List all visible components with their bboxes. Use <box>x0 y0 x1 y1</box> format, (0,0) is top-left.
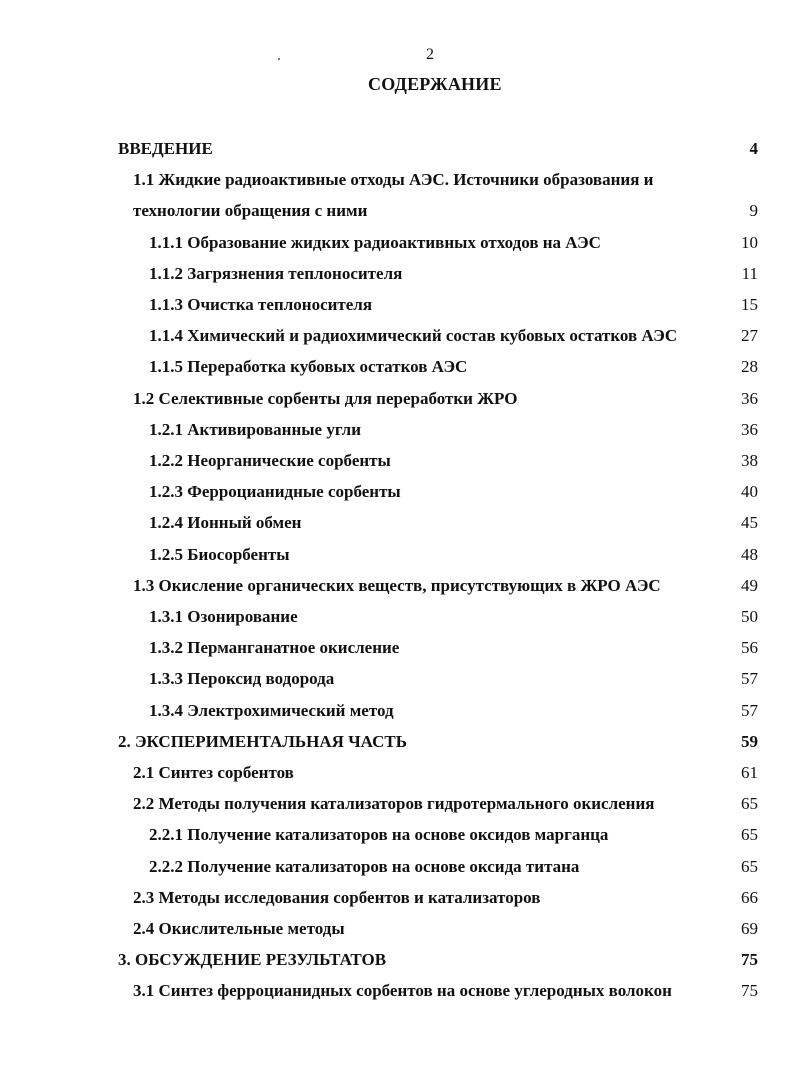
toc-entry <box>0 543 794 567</box>
toc-entry <box>0 168 794 192</box>
toc-entry <box>0 855 794 879</box>
toc-entry <box>0 480 794 504</box>
toc-entry <box>0 605 794 629</box>
toc-entry-title: 1.1.4 Химический и радиохимический состав кубовых остатков АЭС <box>149 326 678 346</box>
toc-entry-title: 1.3.1 Озонирование <box>149 607 298 626</box>
toc-entry-page: 38 <box>741 451 758 470</box>
toc-entry-page: 59 <box>741 731 758 751</box>
toc-entry-title: 1.1.5 Переработка кубовых остатков АЭС <box>149 357 468 377</box>
toc-entry <box>0 449 794 473</box>
toc-entry <box>0 511 794 535</box>
toc-entry-title: 1.1.1 Образование жидких радиоактивных отходов на АЭС <box>149 232 601 252</box>
toc-entry-title: 3. ОБСУЖДЕНИЕ РЕЗУЛЬТАТОВ <box>118 950 387 970</box>
toc-entry <box>0 636 794 660</box>
toc-entry-page: 66 <box>741 887 758 907</box>
toc-entry-title: 1.2 Селективные сорбенты для переработки ЖРО <box>133 388 518 408</box>
toc-entry-title: 2.2.2 Получение катализаторов на основе оксида титана <box>149 856 580 876</box>
toc-entry-page: 57 <box>741 700 758 720</box>
toc-entry-title: 1.2.5 Биосорбенты <box>149 544 290 564</box>
toc-entry <box>0 262 794 286</box>
toc-entry <box>0 199 794 223</box>
toc-entry-page: 27 <box>741 326 758 346</box>
toc-entry <box>0 886 794 910</box>
toc-entry-page: 75 <box>741 950 758 970</box>
toc-entry-title: 2.2 Методы получения катализаторов гидротермального окисления <box>133 794 655 814</box>
toc-entry-title: 1.2.4 Ионный обмен <box>149 513 302 533</box>
toc-entry-page: 75 <box>741 981 758 1001</box>
toc-entry-page: 61 <box>741 763 758 782</box>
toc-entry-page: 69 <box>741 919 758 938</box>
toc-entry <box>0 730 794 754</box>
toc-entry <box>0 699 794 723</box>
toc-entry-page: 49 <box>741 575 758 595</box>
toc-entry <box>0 574 794 598</box>
toc-entry-title: 1.3.4 Электрохимический метод <box>149 700 394 720</box>
toc-entry-page: 9 <box>749 201 758 221</box>
toc-entry-page: 65 <box>741 794 758 814</box>
toc-entry <box>0 137 794 161</box>
toc-entry-page: 50 <box>741 607 758 626</box>
toc-entry <box>0 979 794 1003</box>
toc-entry-title: 2.3 Методы исследования сорбентов и катализаторов <box>133 887 541 907</box>
toc-entry-page: 65 <box>741 856 758 876</box>
toc-entry <box>0 418 794 442</box>
toc-entry-page: 40 <box>741 482 758 502</box>
toc-entry-page: 57 <box>741 669 758 689</box>
toc-entry-page: 36 <box>741 388 758 408</box>
toc-entry-title: ВВЕДЕНИЕ <box>118 139 213 158</box>
toc-entry-page: 4 <box>749 139 758 158</box>
toc-entry-page: 28 <box>741 357 758 377</box>
toc-entry <box>0 355 794 379</box>
toc-entry-title: 2.4 Окислительные методы <box>133 919 345 938</box>
toc-entry <box>0 387 794 411</box>
toc-entry-title: 1.3 Окисление органических веществ, присутствующих в ЖРО АЭС <box>133 575 661 595</box>
toc-entry-page: 56 <box>741 638 758 658</box>
toc-entry-title: 1.3.2 Перманганатное окисление <box>149 638 400 658</box>
toc-entry-title: 2.1 Синтез сорбентов <box>133 763 294 782</box>
toc-entry <box>0 917 794 941</box>
toc-entry <box>0 792 794 816</box>
toc-entry-title: 1.1 Жидкие радиоактивные отходы АЭС. Источники образования и <box>133 170 654 190</box>
toc-entry-page: 48 <box>741 544 758 564</box>
toc-entry-page: 45 <box>741 513 758 533</box>
toc-entry-title: 1.3.3 Пероксид водорода <box>149 669 335 689</box>
toc-entry <box>0 761 794 785</box>
toc-entry <box>0 823 794 847</box>
toc-entry-title: 1.2.1 Активированные угли <box>149 419 362 439</box>
toc-entry-title: 1.2.3 Ферроцианидные сорбенты <box>149 482 401 502</box>
toc-entry-page: 15 <box>741 295 758 314</box>
toc-entry-page: 10 <box>741 232 758 252</box>
toc-entry-title: 3.1 Синтез ферроцианидных сорбентов на основе углеродных волокон <box>133 981 672 1001</box>
scan-speck <box>278 58 280 60</box>
toc-entry-page: 65 <box>741 825 758 845</box>
toc-entry-title: 1.1.2 Загрязнения теплоносителя <box>149 263 403 283</box>
toc-entry-title: 2.2.1 Получение катализаторов на основе оксидов марганца <box>149 825 609 845</box>
toc-entry <box>0 324 794 348</box>
toc-entry <box>0 667 794 691</box>
page-title: СОДЕРЖАНИЕ <box>368 74 502 94</box>
toc-entry-title: 2. ЭКСПЕРИМЕНТАЛЬНАЯ ЧАСТЬ <box>118 731 407 751</box>
toc-entry <box>0 293 794 317</box>
toc-entry-title: 1.2.2 Неорганические сорбенты <box>149 451 391 470</box>
toc-entry-title: технологии обращения с ними <box>133 201 368 221</box>
toc-entry <box>0 231 794 255</box>
toc-entry-page: 36 <box>741 419 758 439</box>
toc-entry <box>0 948 794 972</box>
toc-entry-title: 1.1.3 Очистка теплоносителя <box>149 295 373 314</box>
page-number: 2 <box>426 46 434 63</box>
toc-entry-page: 11 <box>741 263 758 283</box>
